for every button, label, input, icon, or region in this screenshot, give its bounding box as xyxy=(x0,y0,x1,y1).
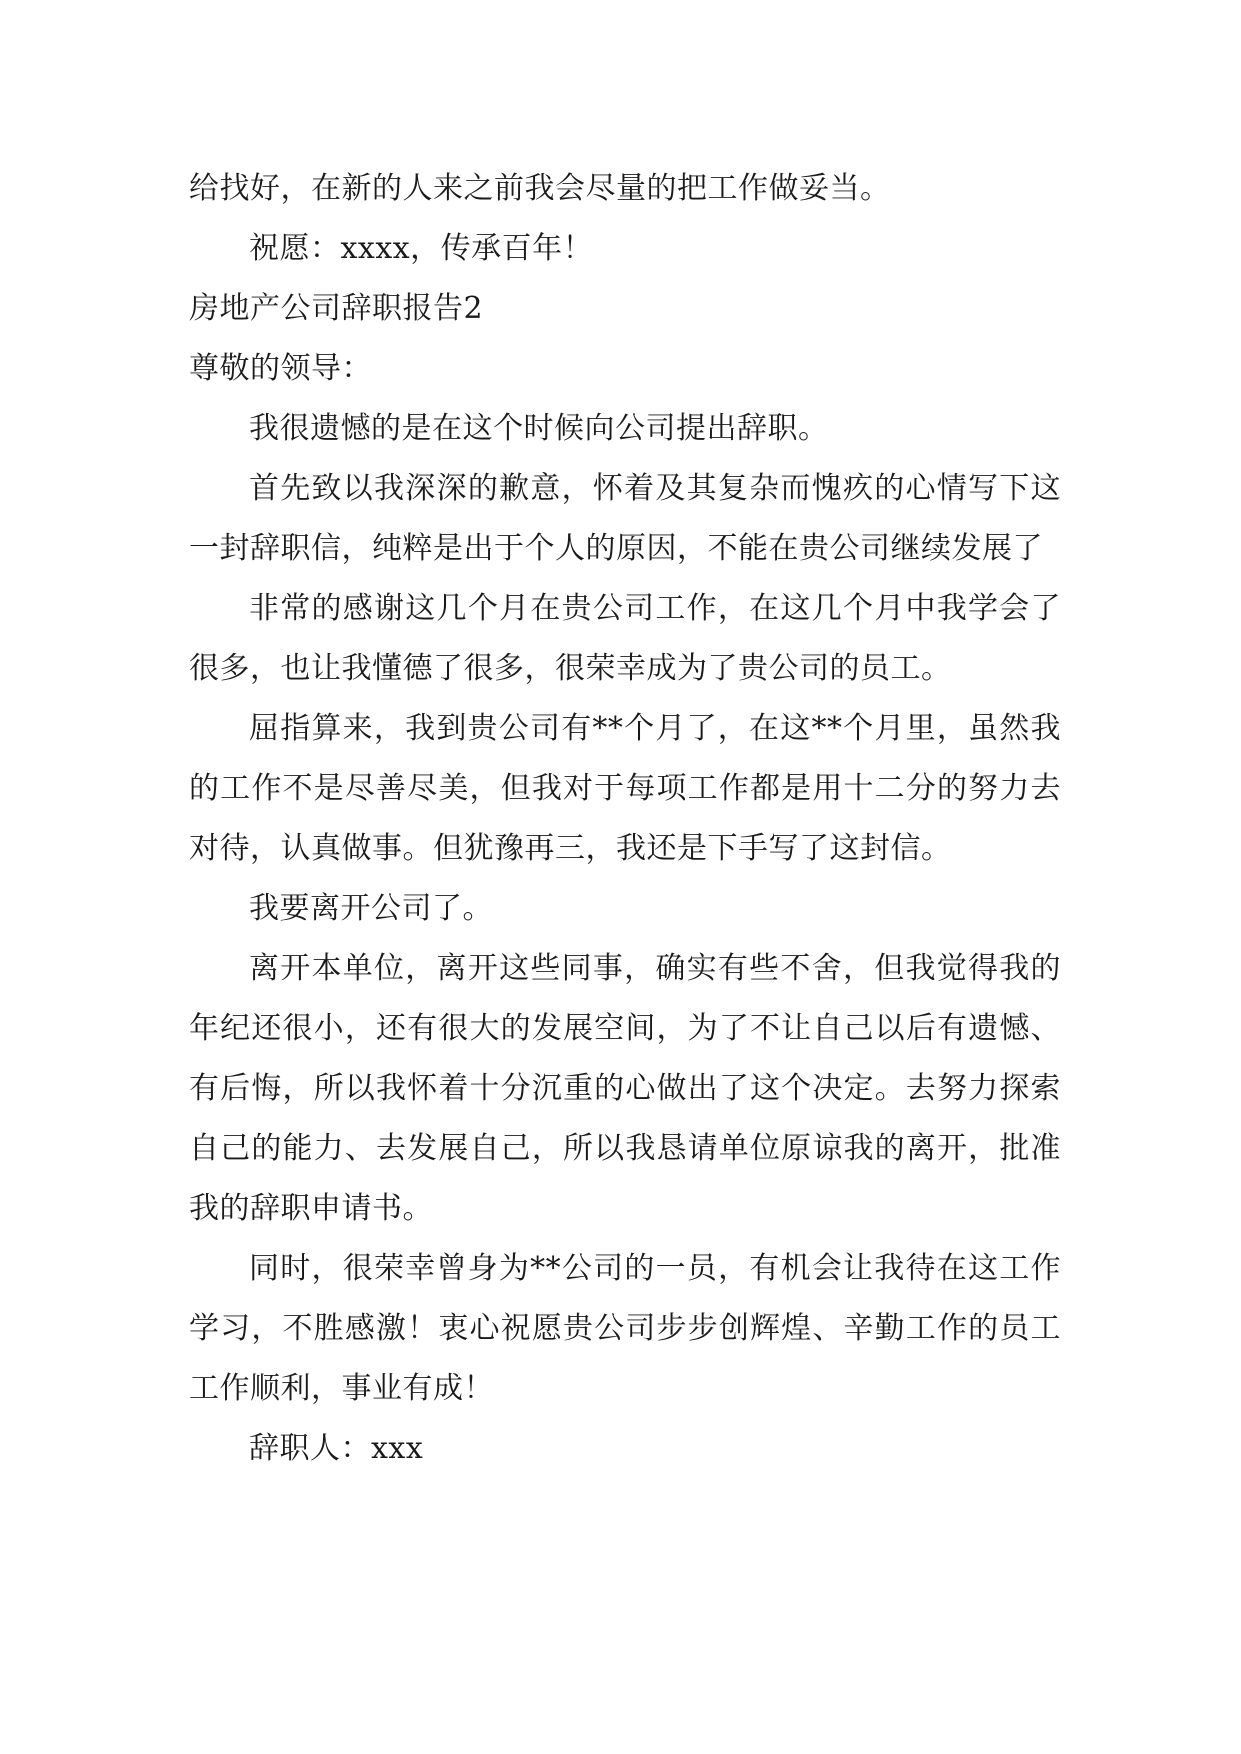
paragraph-closing-line: 给找好，在新的人来之前我会尽量的把工作做妥当。 xyxy=(189,171,891,206)
signature-line: 辞职人：xxx xyxy=(249,1431,424,1466)
paragraph-leaving: 我要离开公司了。 xyxy=(249,891,493,926)
paragraph-apology: 首先致以我深深的歉意，怀着及其复杂而愧疚的心情写下这一封辞职信，纯粹是出于个人的原因，不能在贵公司继续发展了 xyxy=(189,471,1061,566)
report-title: 房地产公司辞职报告2 xyxy=(189,291,484,326)
paragraph-gratitude: 同时，很荣幸曾身为**公司的一员，有机会让我待在这工作学习，不胜感激！衷心祝愿贵公司步步创辉煌、辛勤工作的员工工作顺利，事业有成！ xyxy=(189,1251,1061,1406)
salutation: 尊敬的领导： xyxy=(189,351,372,386)
paragraph-opening: 我很遗憾的是在这个时候向公司提出辞职。 xyxy=(249,411,829,446)
paragraph-thanks: 非常的感谢这几个月在贵公司工作，在这几个月中我学会了很多，也让我懂德了很多，很荣幸成为了贵公司的员工。 xyxy=(189,591,1061,686)
paragraph-wish: 祝愿：xxxx，传承百年！ xyxy=(249,231,594,266)
paragraph-reflection: 屈指算来，我到贵公司有**个月了，在这**个月里，虽然我的工作不是尽善尽美，但我对于每项工作都是用十二分的努力去对待，认真做事。但犹豫再三，我还是下手写了这封信。 xyxy=(189,711,1061,866)
paragraph-reason: 离开本单位，离开这些同事，确实有些不舍，但我觉得我的年纪还很小，还有很大的发展空间，为了不让自己以后有遗憾、有后悔，所以我怀着十分沉重的心做出了这个决定。去努力探索自己的能力、去发展自己，所以我恳请单位原谅我的离开，批准我的辞职申请书。 xyxy=(189,951,1061,1226)
document-body xyxy=(189,159,1061,1479)
